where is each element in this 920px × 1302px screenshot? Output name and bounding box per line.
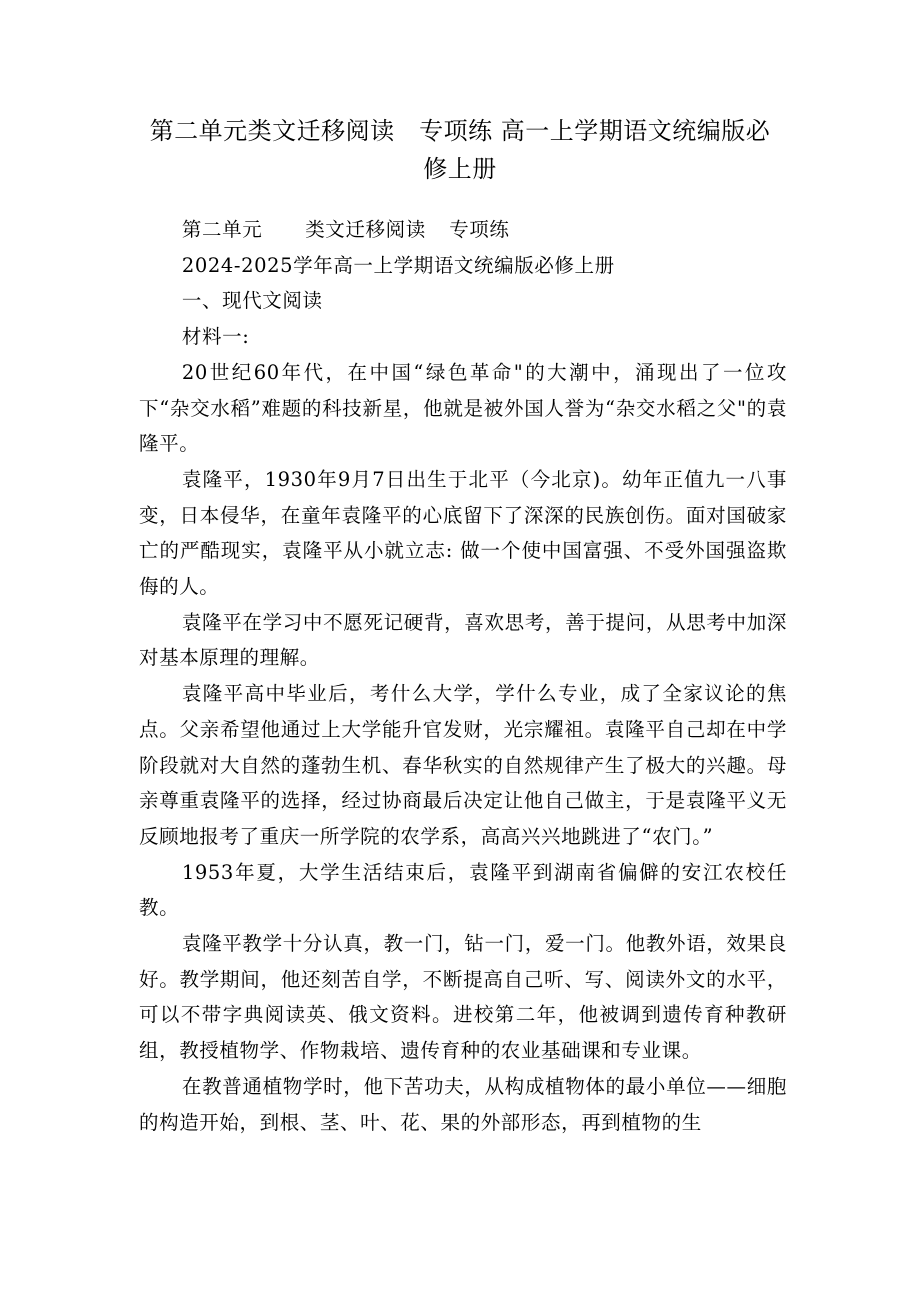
paragraph: 1953年夏，大学生活结束后，袁隆平到湖南省偏僻的安江农校任教。 <box>139 860 787 920</box>
paragraph: 袁隆平在学习中不愿死记硬背，喜欢思考，善于提问，从思考中加深对基本原理的理解。 <box>139 610 787 670</box>
paragraph: 袁隆平，1930年9月7日出生于北平（今北京)。幼年正值九一八事变，日本侵华，在童年袁隆平的心底留下了深深的民族创伤。面对国破家亡的严酷现实，袁隆平从小就立志: 做一个使中国富强、不受外国强盗欺侮的人。 <box>139 467 787 599</box>
document-subtitle: 2024-2025学年高一上学期语文统编版必修上册 <box>181 253 615 277</box>
practice-label: 专项练 <box>449 218 510 241</box>
unit-label: 第二单元 <box>181 218 263 241</box>
document-title: 第二单元类文迁移阅读 专项练 高一上学期语文统编版必修上册 <box>149 117 771 183</box>
topic-label: 类文迁移阅读 <box>305 218 426 241</box>
unit-heading-line <box>139 212 787 248</box>
section-heading: 一、现代文阅读 <box>181 289 323 313</box>
document-body <box>139 212 787 1140</box>
paragraph: 袁隆平高中毕业后，考什么大学，学什么专业，成了全家议论的焦点。父亲希望他通过上大学能升官发财，光宗耀祖。袁隆平自己却在中学阶段就对大自然的蓬勃生机、春华秋实的自然规律产生了极大的兴趣。母亲尊重袁隆平的选择，经过协商最后决定让他自己做主，于是袁隆平义无反顾地报考了重庆一所学院的农学系，高高兴兴地跳进了“农门。” <box>139 682 787 848</box>
paragraph: 袁隆平教学十分认真，教一门，钻一门，爱一门。他教外语，效果良好。教学期间，他还刻苦自学，不断提高自己听、写、阅读外文的水平，可以不带字典阅读英、俄文资料。进校第二年，他被调到遗传育种教研组，教授植物学、作物栽培、遗传育种的农业基础课和专业课。 <box>139 932 787 1063</box>
paragraph: 在教普通植物学时，他下苦功夫，从构成植物体的最小单位——细胞的构造开始，到根、茎、叶、花、果的外部形态，再到植物的生 <box>139 1074 787 1134</box>
paragraph: 20世纪60年代，在中国“绿色革命"的大潮中，涌现出了一位攻下“杂交水稻”难题的科技新星，他就是被外国人誉为“杂交水稻之父"的袁隆平。 <box>139 360 787 456</box>
material-label: 材料一: <box>181 325 250 349</box>
